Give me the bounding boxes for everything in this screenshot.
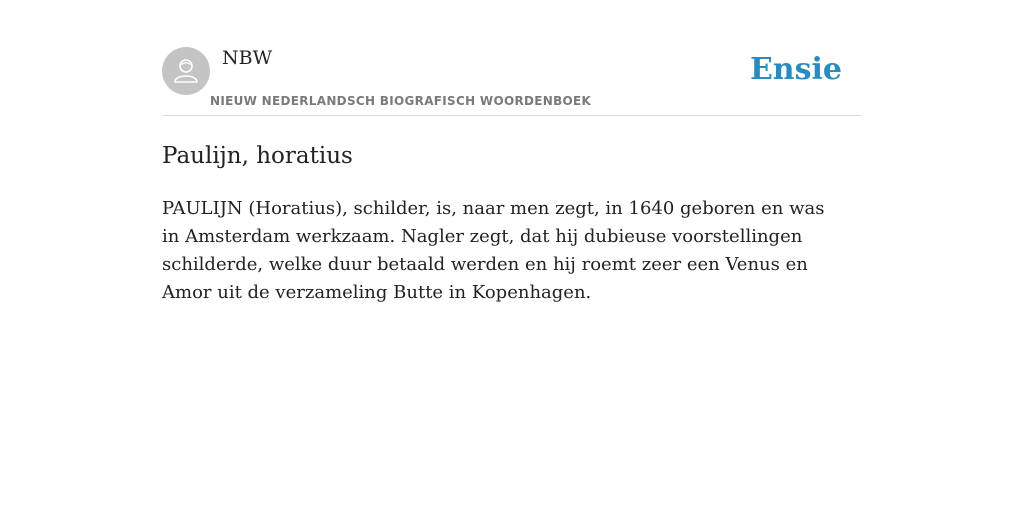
entry-header xyxy=(162,47,862,116)
author-name[interactable]: NBW xyxy=(222,47,273,69)
source-name[interactable]: NIEUW NEDERLANDSCH BIOGRAFISCH WOORDENBOEK xyxy=(210,94,592,108)
page xyxy=(162,0,862,307)
entry-body: PAULIJN (Horatius), schilder, is, naar men zegt, in 1640 geboren en was in Amsterdam werkzaam. Nagler zegt, dat hij dubieuse voorstellingen schilderde, welke duur betaald werden en hij roemt zeer een Venus en Amor uit de verzameling Butte in Kopenhagen. xyxy=(162,198,825,303)
user-icon xyxy=(171,56,201,86)
entry-title: Paulijn, horatius xyxy=(162,143,353,169)
ensie-logo[interactable]: Ensie xyxy=(749,52,842,87)
avatar[interactable] xyxy=(162,47,210,95)
